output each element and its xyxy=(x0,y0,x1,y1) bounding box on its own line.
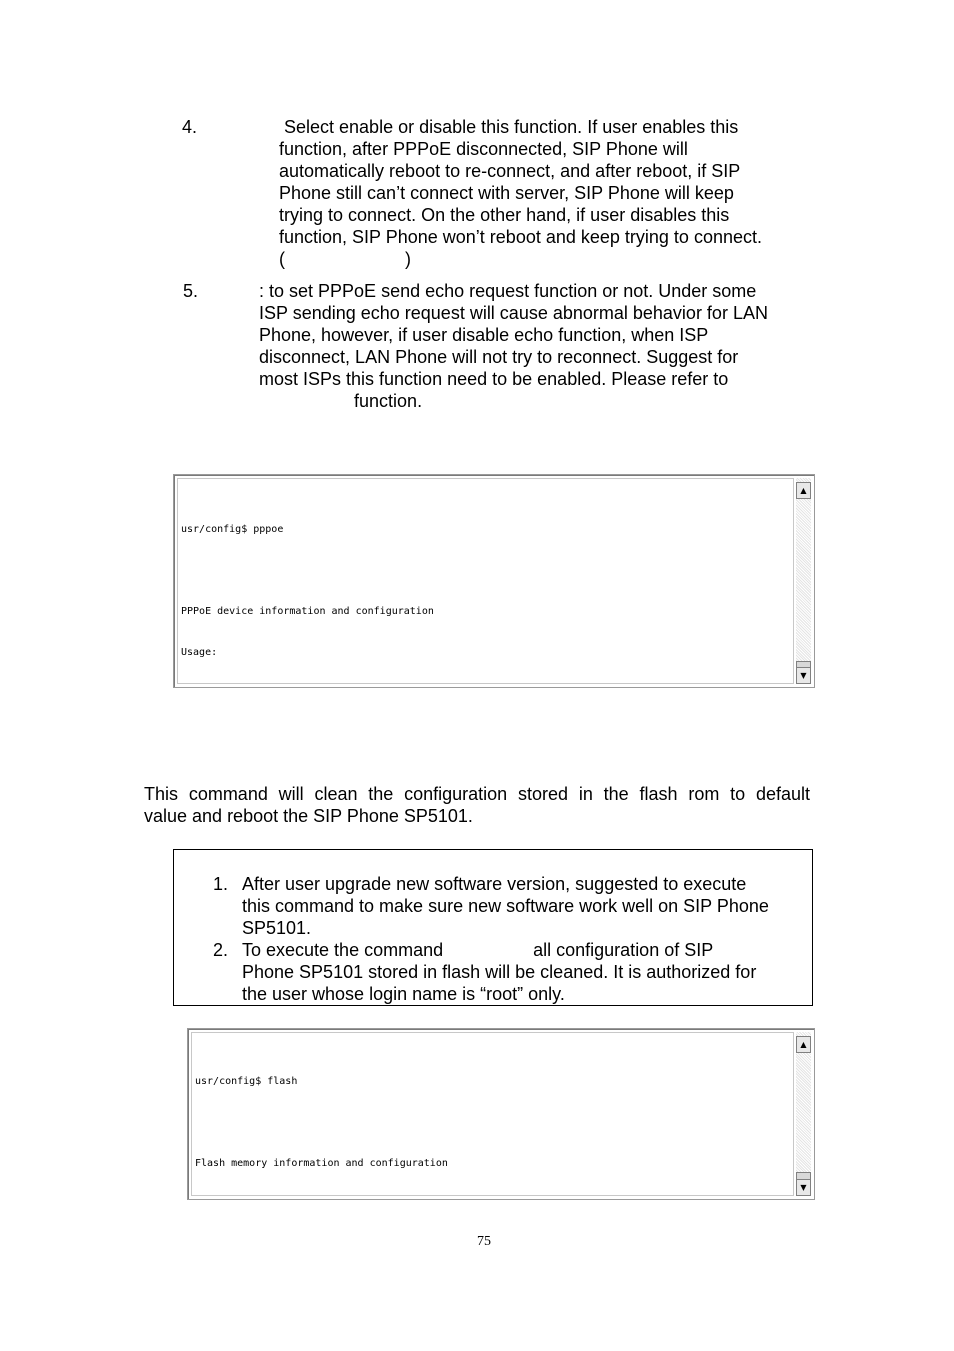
scroll-up-arrow-icon[interactable]: ▲ xyxy=(796,482,811,499)
item-4-line: trying to connect. On the other hand, if user disables this xyxy=(279,205,730,225)
item-4-line: ( ) xyxy=(279,249,412,269)
terminal-line: Usage: xyxy=(181,646,218,658)
item-5-line: function. xyxy=(259,391,423,411)
note-box xyxy=(173,849,813,1006)
note-line: this command to make sure new software work well on SIP Phone xyxy=(242,896,769,916)
item-5-line: most ISPs this function need to be enabled. Please refer to xyxy=(259,369,729,389)
note-line: To execute the command all configuration of SIP xyxy=(242,940,714,960)
item-4-line: Phone still can’t connect with server, SIP Phone will keep xyxy=(279,183,734,203)
item-5-line: disconnect, LAN Phone will not try to reconnect. Suggest for xyxy=(259,347,739,367)
note-item-number: 2. xyxy=(213,940,229,960)
flash-description-line: This command will clean the configuration stored in the flash rom to default xyxy=(144,784,810,804)
item-4-text xyxy=(279,116,762,270)
pppoe-terminal-output xyxy=(177,478,794,684)
item-4-line: Select enable or disable this function. If user enables this xyxy=(279,117,739,137)
flash-terminal-scrollbar[interactable] xyxy=(796,1032,811,1196)
terminal-line: usr/config$ pppoe xyxy=(181,524,284,536)
note-item-text xyxy=(242,873,769,939)
item-4-number: 4. xyxy=(182,117,198,137)
scroll-down-arrow-icon[interactable]: ▼ xyxy=(796,1179,811,1196)
item-5-line: ISP sending echo request will cause abnormal behavior for LAN xyxy=(259,303,768,323)
note-line: Phone SP5101 stored in flash will be cleaned. It is authorized for xyxy=(242,962,757,982)
terminal-line xyxy=(195,1116,793,1130)
terminal-line: Flash memory information and configuration xyxy=(195,1157,448,1169)
item-5-text xyxy=(259,280,768,412)
flash-description-line: value and reboot the SIP Phone SP5101. xyxy=(144,806,473,826)
note-line: SP5101. xyxy=(242,918,312,938)
item-5-line: Phone, however, if user disable echo function, when ISP xyxy=(259,325,709,345)
note-line: After user upgrade new software version, suggested to execute xyxy=(242,874,747,894)
terminal-line: usr/config$ flash xyxy=(195,1076,298,1088)
item-5-number: 5. xyxy=(183,281,199,301)
item-5-line: : to set PPPoE send echo request function or not. Under some xyxy=(259,281,757,301)
item-4-line: function, SIP Phone won’t reboot and keep trying to connect. xyxy=(279,227,762,247)
terminal-line xyxy=(181,564,793,578)
pppoe-terminal-scrollbar[interactable] xyxy=(796,478,811,684)
terminal-line: PPPoE device information and configuration xyxy=(181,605,434,617)
note-item-number: 1. xyxy=(213,874,229,894)
flash-terminal-screenshot xyxy=(187,1028,815,1200)
note-line: the user whose login name is “root” only. xyxy=(242,984,565,1004)
page-number: 75 xyxy=(477,1234,491,1249)
item-4-line: automatically reboot to re-connect, and after reboot, if SIP xyxy=(279,161,741,181)
note-item-text xyxy=(242,939,756,1005)
flash-terminal-output xyxy=(191,1032,794,1196)
pppoe-terminal-screenshot xyxy=(173,474,815,688)
scroll-down-arrow-icon[interactable]: ▼ xyxy=(796,667,811,684)
scroll-up-arrow-icon[interactable]: ▲ xyxy=(796,1036,811,1053)
item-4-line: function, after PPPoE disconnected, SIP Phone will xyxy=(279,139,688,159)
